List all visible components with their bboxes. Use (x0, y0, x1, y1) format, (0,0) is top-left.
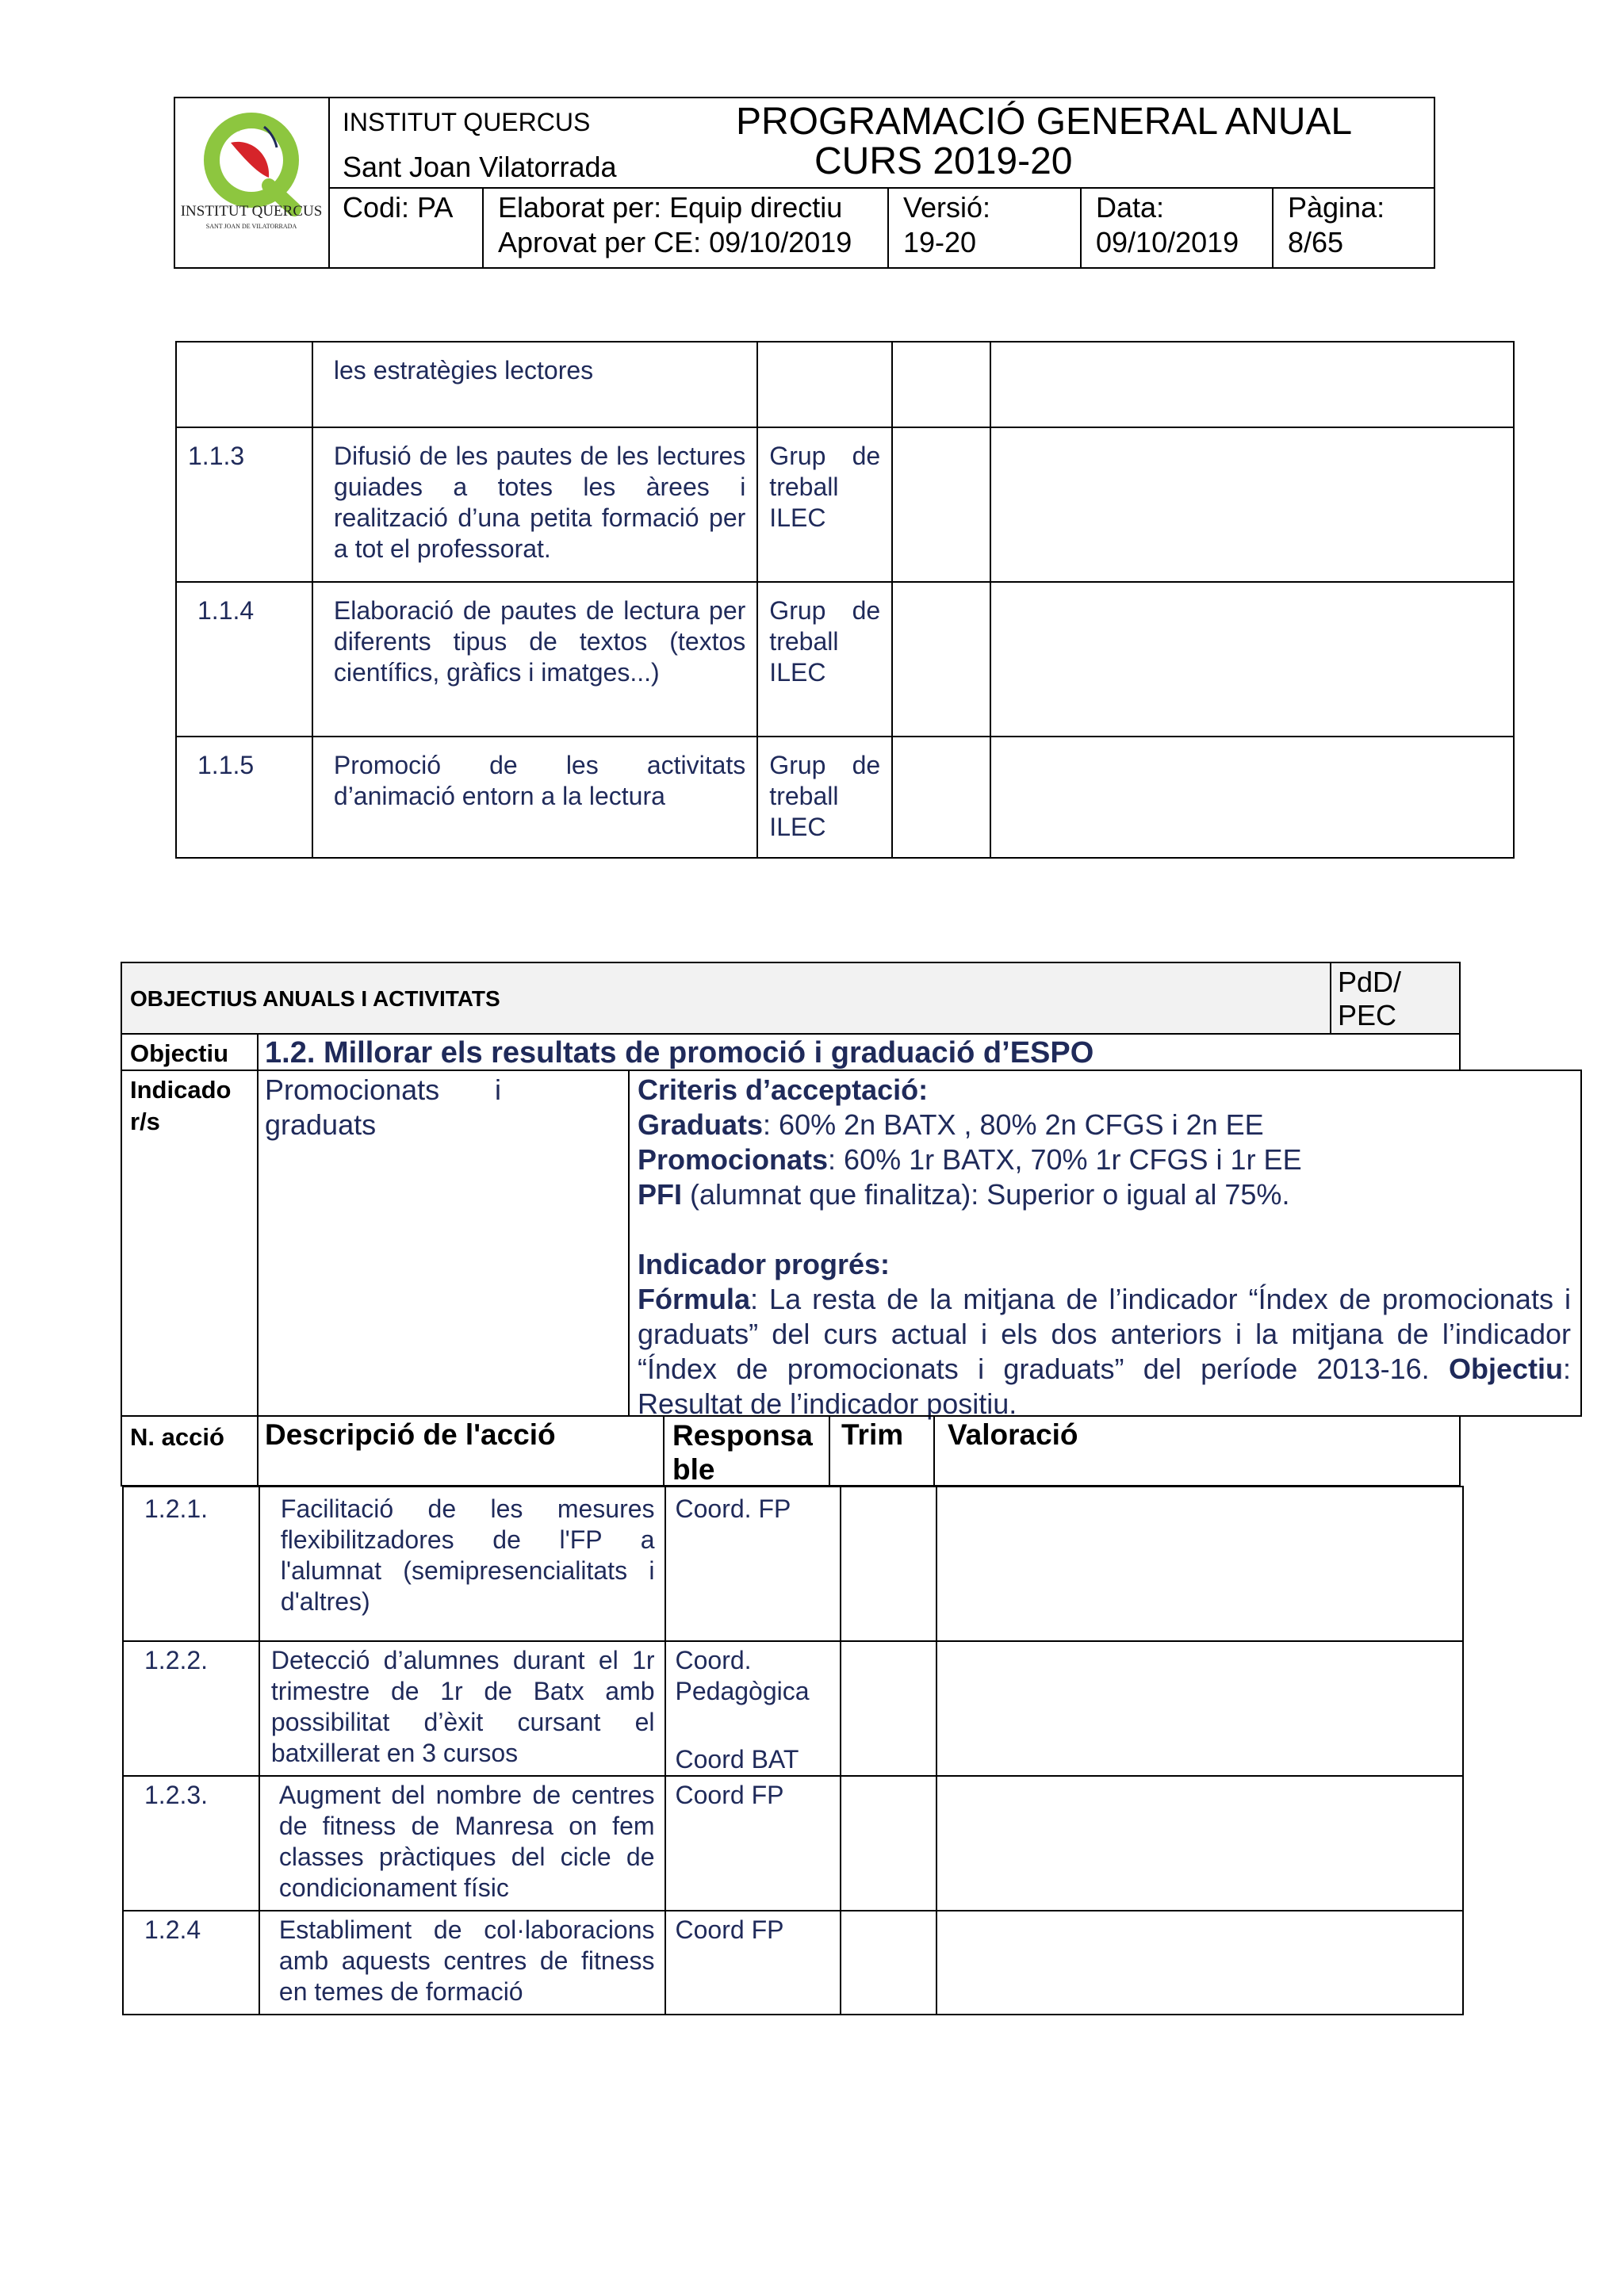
objective-label-cell: Objectiu (121, 1033, 259, 1071)
course-year: CURS 2019-20 (814, 140, 1073, 182)
code-cell: Codi: PA (328, 187, 484, 267)
col-header-trim: Trim (829, 1415, 935, 1487)
indicator-name-cell (257, 1070, 630, 1417)
actions-table-1-1 (175, 341, 1515, 859)
indicator-label-cell: Indicado r/s (121, 1070, 259, 1417)
objective-title: 1.2. Millorar els resultats de promoció i graduació d’ESPO (265, 1036, 1094, 1070)
criteria-text: Criteris d’acceptació: Graduats: 60% 2n BATX , 80% 2n CFGS i 2n EE Promocionats: 60% 1r BATX, 70% 1r CFGS i 1r EE PFI (alumnat que finalitza): Superior o igual al 75%. Indicador progrés: Fórmula: La resta de la mitjana de l’indicador “Índex de promocionats i graduats” del curs actual i els dos anteriors i la mitjana de l’indicador “Índex de promocionats i graduats” del període 2013-16. Objectiu: Resultat de l’indicador positiu. (638, 1073, 1571, 1420)
criteria-cell (628, 1070, 1582, 1420)
table-row: 1.2.1. Facilitació de les mesures flexibilitzadores de l'FP a l'alumnat (semipresencialitats i d'altres) Coord. FP (123, 1487, 1463, 1641)
document-header (174, 97, 1435, 269)
col-header-val: Valoració (933, 1415, 1461, 1487)
col-header-num: N. acció (121, 1415, 259, 1487)
page-cell: Pàgina: 8/65 (1288, 191, 1385, 258)
institute-name: INSTITUT QUERCUS (343, 108, 591, 136)
header-title-row (328, 98, 1434, 189)
objective-text-cell (257, 1033, 1461, 1071)
col-header-desc: Descripció de l'acció (257, 1415, 665, 1487)
institut-quercus-logo (175, 98, 328, 267)
elaborated-cell: Elaborat per: Equip directiu Aprovat per CE: 09/10/2019 (484, 187, 889, 267)
table-row: 1.1.5 Promoció de les activitats d’animació entorn a la lectura Grup de treball ILEC (176, 737, 1514, 858)
table-row: 1.1.3 Difusió de les pautes de les lectures guiades a totes les àrees i realització d’una petita formació per a tot el professorat. Grup de treball ILEC (176, 427, 1514, 582)
col-header-resp: Responsa ble (663, 1415, 830, 1487)
actions-table-1-2 (122, 1486, 1464, 2015)
logo-cell (175, 98, 330, 267)
table-row: 1.1.4 Elaboració de pautes de lectura per diferents tipus de textos (textos científics, gràfics i imatges...) Grup de treball ILEC (176, 582, 1514, 737)
objectives-title: OBJECTIUS ANUALS I ACTIVITATS (130, 986, 500, 1011)
table-row: 1.2.4 Establiment de col·laboracions amb aquests centres de fitness en temes de formació Coord FP (123, 1911, 1463, 2015)
svg-text:SANT JOAN DE VILATORRADA: SANT JOAN DE VILATORRADA (205, 223, 297, 230)
svg-text:INSTITUT QUERCUS: INSTITUT QUERCUS (180, 203, 323, 220)
document-title: PROGRAMACIÓ GENERAL ANUAL (736, 101, 1353, 143)
date-cell: Data: 09/10/2019 (1082, 187, 1274, 267)
table-row: 1.2.2. Detecció d’alumnes durant el 1r trimestre de 1r de Batx amb possibilitat d’èxit cursant el batxillerat en 3 cursos Coord. Pedagògica Coord BAT (123, 1641, 1463, 1776)
table-row: les estratègies lectores (176, 342, 1514, 427)
indicator-name: Promocionats i graduats (265, 1073, 501, 1141)
town-name: Sant Joan Vilatorrada (343, 151, 617, 183)
pdd-pec-cell: PdD/ PEC (1330, 962, 1461, 1035)
table-row: 1.2.3. Augment del nombre de centres de fitness de Manresa on fem classes pràctiques del cicle de condicionament físic Coord FP (123, 1776, 1463, 1911)
objectives-title-cell (121, 962, 1331, 1035)
version-cell: Versió: 19-20 (889, 187, 1082, 267)
